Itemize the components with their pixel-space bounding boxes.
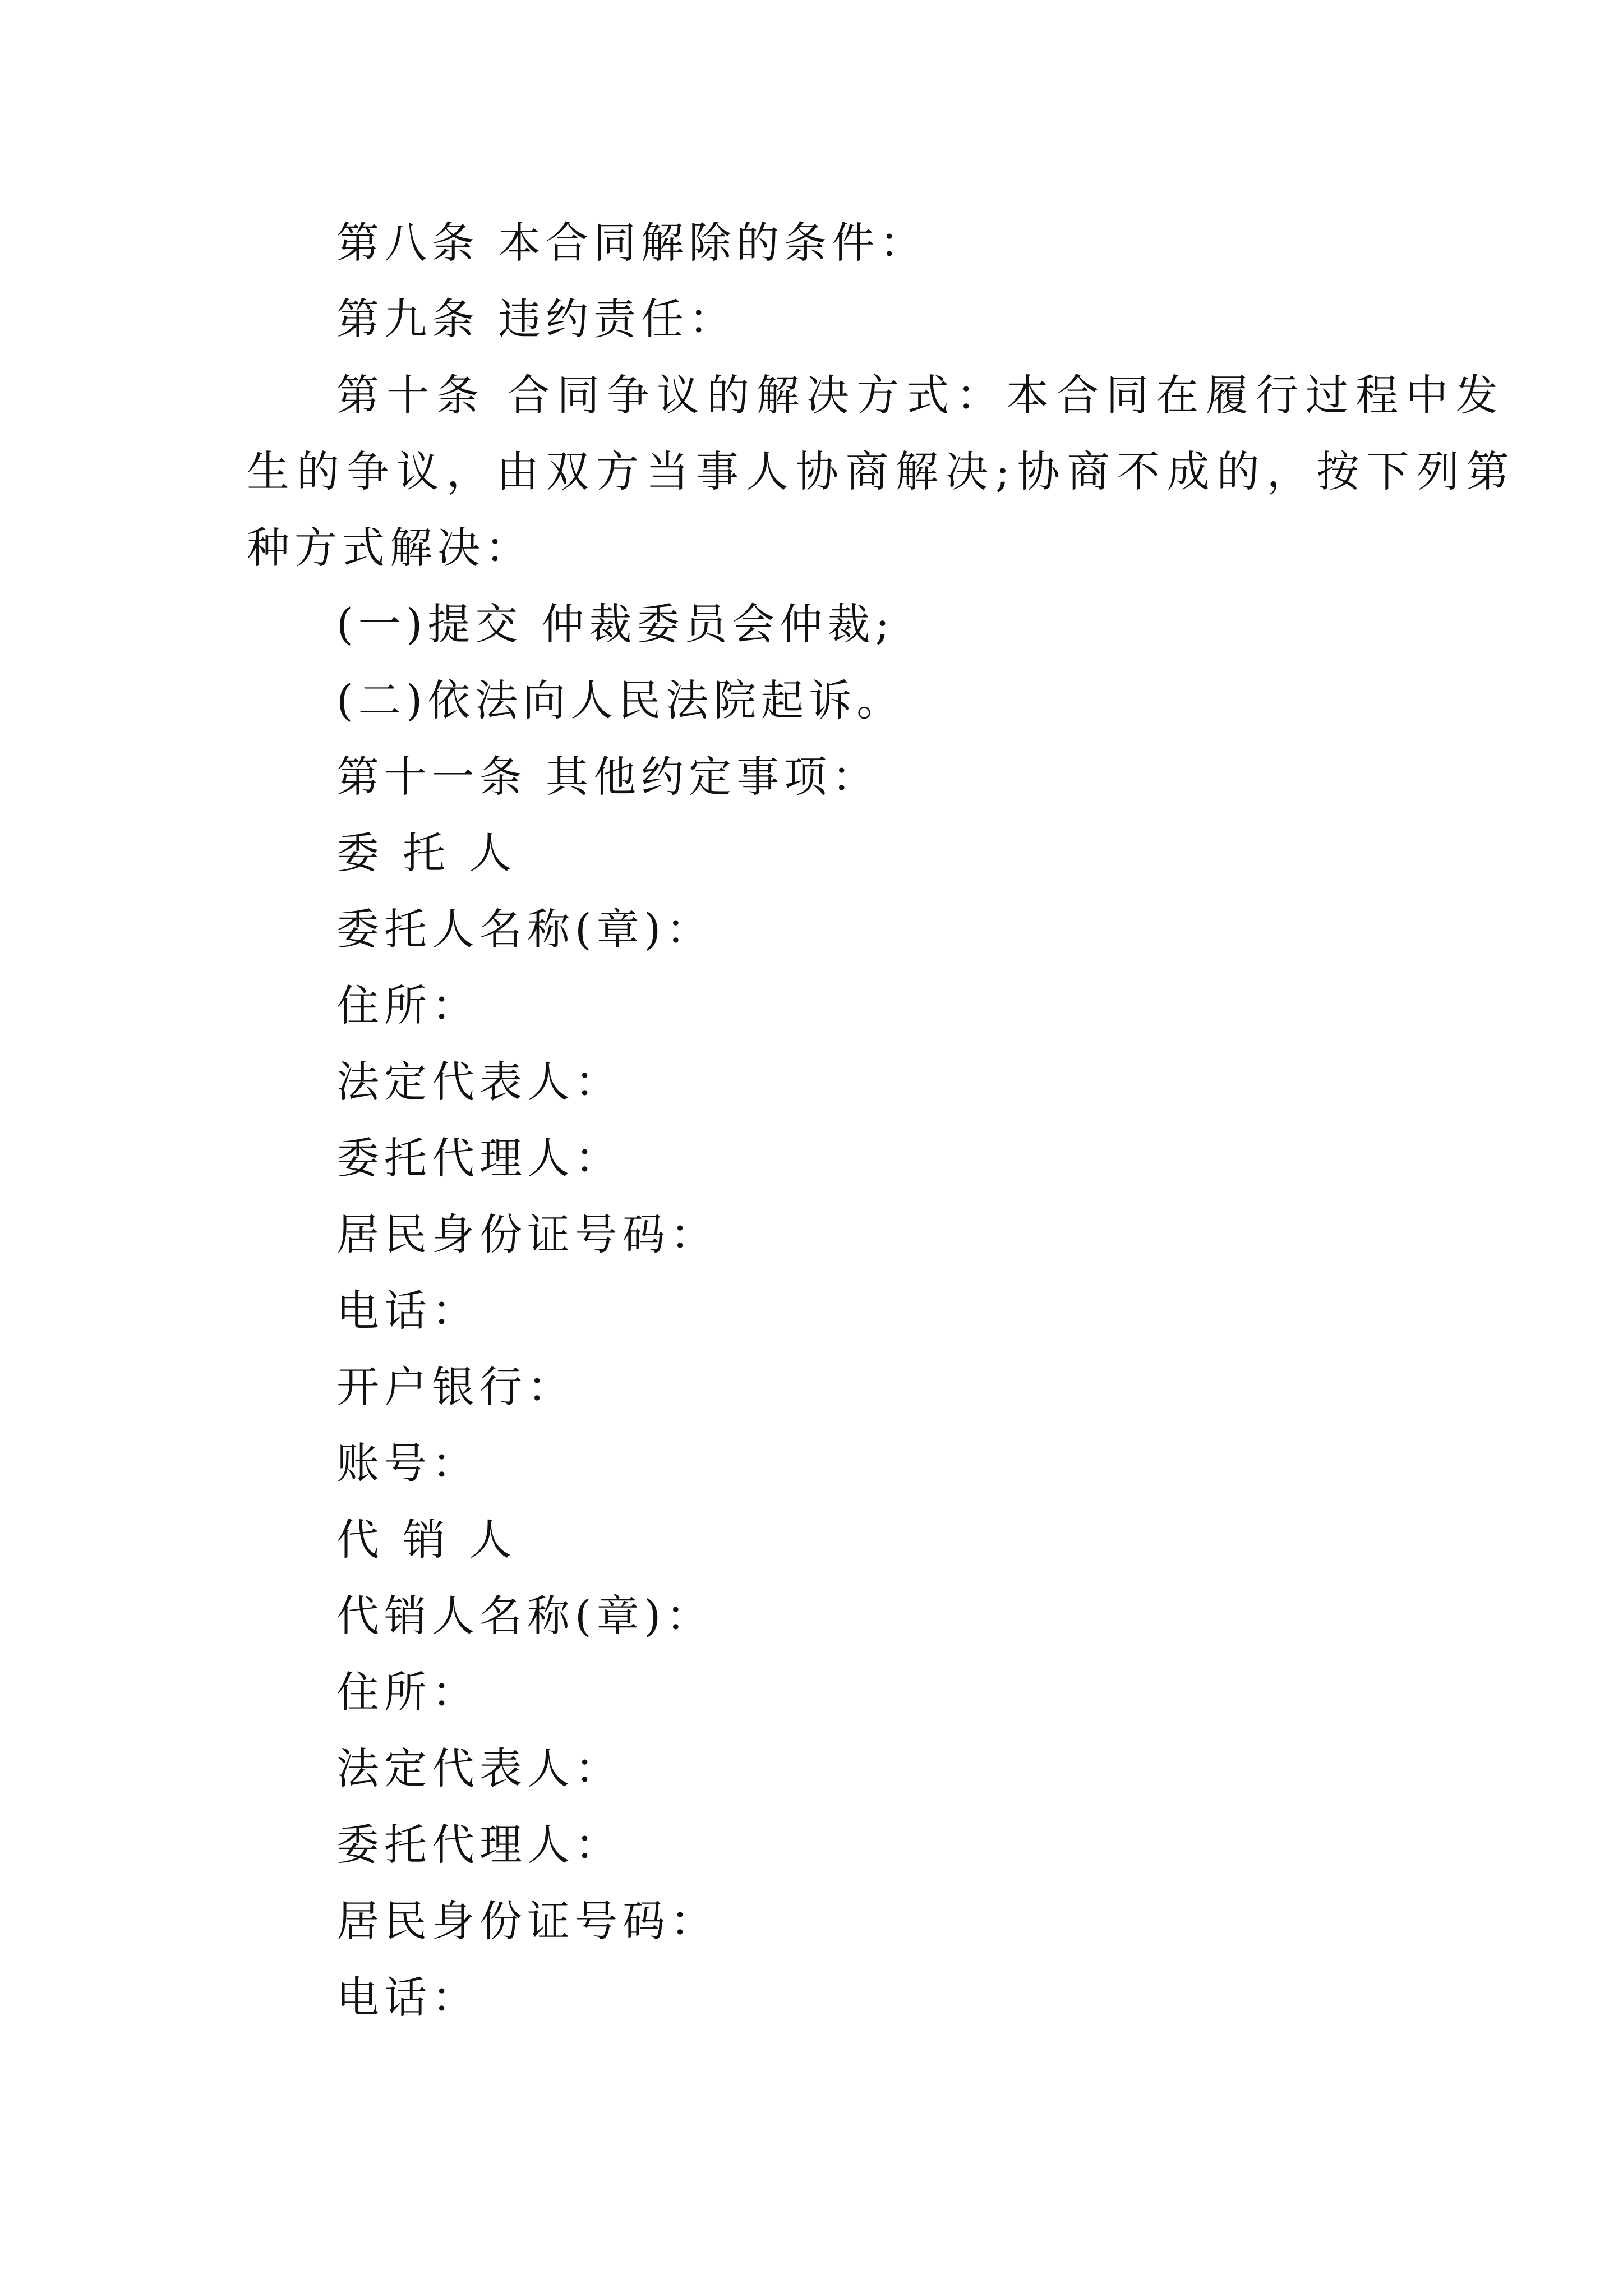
principal-account-field: 账号： — [336, 1438, 479, 1488]
principal-heading: 委 托 人 — [336, 828, 517, 878]
agent-proxy-field: 委托代理人： — [336, 1820, 623, 1870]
principal-legal-rep-field: 法定代表人： — [336, 1057, 623, 1107]
dispute-option-arbitration: (一)提交 仲裁委员会仲裁; — [336, 599, 895, 649]
clause-10-dispute-line-3: 种方式解决： — [247, 523, 533, 573]
principal-id-number-field: 居民身份证号码： — [336, 1209, 718, 1259]
agent-address-field: 住所： — [336, 1667, 479, 1717]
principal-name-field: 委托人名称(章)： — [336, 904, 714, 954]
principal-phone-field: 电话： — [336, 1286, 479, 1336]
dispute-option-litigation: (二)依法向人民法院起诉。 — [336, 675, 905, 725]
principal-agent-field: 委托代理人： — [336, 1133, 623, 1183]
contract-body — [247, 205, 1516, 2036]
agent-id-number-field: 居民身份证号码： — [336, 1896, 718, 1946]
clause-11-other-matters: 第十一条 其他约定事项： — [336, 752, 880, 802]
principal-bank-field: 开户银行： — [336, 1362, 575, 1412]
agent-name-field: 代销人名称(章)： — [336, 1591, 714, 1641]
agent-phone-field: 电话： — [336, 1972, 479, 2022]
clause-8-termination: 第八条 本合同解除的条件： — [336, 218, 928, 268]
agent-heading: 代 销 人 — [336, 1515, 517, 1565]
clause-10-dispute-line-1: 第十条 合同争议的解决方式：本合同在履行过程中发 — [336, 370, 1506, 420]
clause-10-dispute-line-2: 生的争议，由双方当事人协商解决;协商不成的，按下列第 — [247, 447, 1516, 496]
clause-9-liability: 第九条 违约责任： — [336, 294, 737, 344]
principal-address-field: 住所： — [336, 981, 479, 1030]
agent-legal-rep-field: 法定代表人： — [336, 1743, 623, 1793]
